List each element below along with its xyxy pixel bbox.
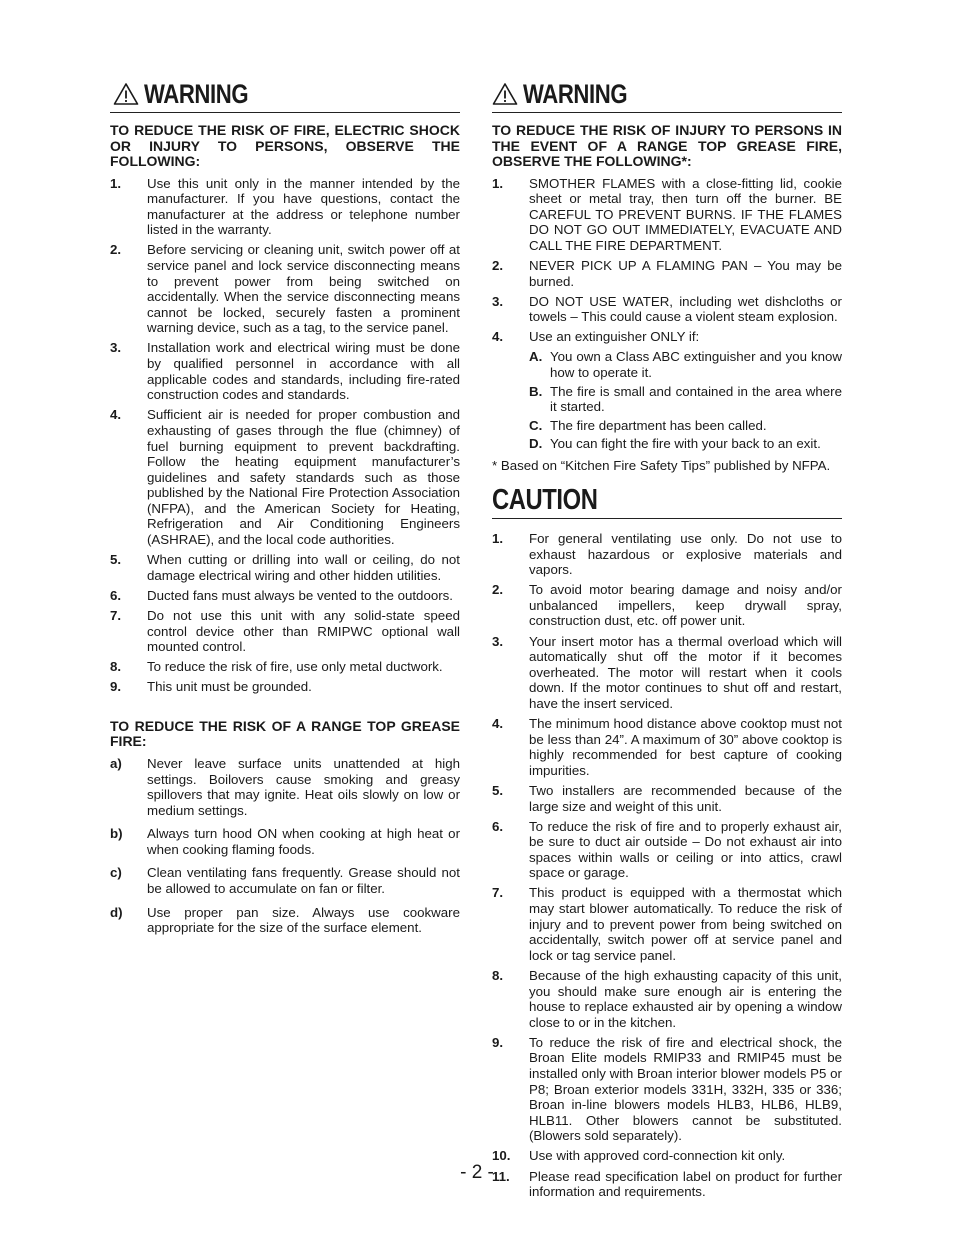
fire-step-item	[492, 329, 842, 345]
warning-number: 1.	[110, 175, 122, 191]
warning-item	[110, 588, 460, 604]
fire-step-item	[492, 258, 842, 289]
caution-item	[492, 582, 842, 629]
page-number: - 2 -	[460, 1162, 494, 1183]
warning-text: Do not use this unit with any solid-state speed control device other than RMIPWC optional wall mounted control.	[147, 607, 460, 655]
extinguisher-conditions	[529, 349, 842, 452]
caution-item	[492, 634, 842, 712]
warning-number: 3.	[110, 340, 122, 356]
warning-header-right	[492, 78, 842, 113]
extinguisher-condition-number: A.	[529, 349, 543, 365]
fire-step-item	[492, 294, 842, 325]
fire-step-text: SMOTHER FLAMES with a close-fitting lid, cookie sheet or metal tray, then turn off the burner. BE CAREFUL TO PREVENT BURNS. IF THE FLAMES DO NOT GO OUT IMMEDIATELY, EVACUATE AND CALL THE FIRE DEPARTMENT.	[529, 175, 842, 253]
grease-tip-item	[110, 826, 460, 857]
grease-fire-injury-intro: TO REDUCE THE RISK OF INJURY TO PERSONS IN THE EVENT OF A RANGE TOP GREASE FIRE, OBSERVE THE FOLLOWING*:	[492, 122, 842, 169]
nfpa-footnote: * Based on “Kitchen Fire Safety Tips” published by NFPA.	[492, 458, 831, 473]
grease-tip-item	[110, 905, 460, 936]
warning-item	[110, 552, 460, 583]
caution-title: CAUTION	[492, 483, 598, 516]
warning-text: Before servicing or cleaning unit, switch power off at service panel and lock service disconnecting means to prevent power from being switched on accidentally. When the service disconnecting means cannot be locked, securely fasten a prominent warning device, such as a tag, to the service panel.	[147, 242, 460, 336]
caution-text: Because of the high exhausting capacity of this unit, you should make sure enough air is entering the house to replace exhausted air by opening a window close to or in the kitchen.	[529, 967, 842, 1030]
fire-shock-intro: TO REDUCE THE RISK OF FIRE, ELECTRIC SHOCK OR INJURY TO PERSONS, OBSERVE THE FOLLOWING:	[110, 122, 460, 169]
warning-item	[110, 242, 460, 336]
warning-item	[110, 679, 460, 695]
caution-text: Please read specification label on product for further information and requirements.	[529, 1168, 842, 1200]
caution-text: For general ventilating use only. Do not use to exhaust hazardous or explosive materials and vapors.	[529, 531, 842, 578]
caution-item	[492, 716, 842, 778]
fire-step-item	[492, 176, 842, 254]
extinguisher-condition-item	[529, 384, 842, 415]
caution-list	[492, 531, 842, 1200]
grease-tip-number: b)	[110, 826, 123, 842]
caution-text: Your insert motor has a thermal overload which will automatically shut off the motor if it becomes overheated. The motor will restart when it cools down. If the motor continues to shut off and restart, have the insert serviced.	[529, 633, 842, 711]
caution-item	[492, 968, 842, 1030]
extinguisher-condition-item	[529, 349, 842, 380]
left-column	[110, 78, 460, 944]
caution-text: To avoid motor bearing damage and noisy and/or unbalanced impellers, keep drywall spray, construction dust, etc. off power unit.	[529, 582, 842, 629]
grease-fire-steps	[492, 176, 842, 345]
caution-item	[492, 1035, 842, 1144]
warning-header-left	[110, 78, 460, 113]
caution-header	[492, 484, 842, 519]
extinguisher-condition-item	[529, 436, 842, 452]
caution-number: 7.	[492, 885, 504, 901]
caution-number: 2.	[492, 582, 504, 598]
extinguisher-condition-text: The fire department has been called.	[550, 417, 767, 433]
caution-number: 9.	[492, 1034, 504, 1050]
warning-list-left	[110, 176, 460, 695]
caution-number: 4.	[492, 716, 504, 732]
grease-tip-number: c)	[110, 865, 122, 881]
caution-text: To reduce the risk of fire and electrical shock, the Broan Elite models RMIP33 and RMIP45 must be installed only with Broan interior blower models P5 or P8; Broan exterior models 331H, 332H, 335 or 336; Broan in-line blowers models HLB3, HLB6, HLB9, HLB11. Other blowers cannot be substituted. (Blowers sold separately).	[529, 1034, 842, 1144]
warning-triangle-icon	[113, 82, 139, 106]
warning-title: WARNING	[144, 78, 249, 109]
extinguisher-condition-number: C.	[529, 417, 543, 433]
fire-step-text: NEVER PICK UP A FLAMING PAN – You may be burned.	[529, 257, 842, 289]
caution-number: 5.	[492, 782, 504, 798]
caution-number: 8.	[492, 967, 504, 983]
extinguisher-condition-text: You can fight the fire with your back to an exit.	[550, 436, 821, 452]
warning-number: 6.	[110, 587, 122, 603]
warning-number: 2.	[110, 242, 122, 258]
warning-text: Sufficient air is needed for proper combustion and exhausting of gases through the flue (chimney) of fuel burning equipment to prevent backdrafting. Follow the heating equipment manufacturer’s guidelines and safety standards such as those published by the National Fire Protection Association (NFPA), and the American Society for Heating, Refrigeration and Air Conditioning Engineers (ASHRAE), and the local code authorities.	[147, 407, 460, 548]
warning-item	[110, 340, 460, 402]
grease-tip-text: Clean ventilating fans frequently. Grease should not be allowed to accumulate on fan or filter.	[147, 865, 460, 897]
warning-number: 8.	[110, 659, 122, 675]
grease-tip-number: a)	[110, 755, 122, 771]
caution-text: To reduce the risk of fire and to properly exhaust air, be sure to duct air outside – Do not exhaust air into spaces within walls or ceiling or into attics, crawl space or garage.	[529, 818, 842, 881]
grease-tip-item	[110, 865, 460, 896]
caution-text: Two installers are recommended because of the large size and weight of this unit.	[529, 782, 842, 814]
caution-number: 10.	[492, 1148, 511, 1164]
warning-text: Installation work and electrical wiring must be done by qualified personnel in accordance with all applicable codes and standards, including fire-rated construction codes and standards.	[147, 340, 460, 403]
warning-title: WARNING	[523, 78, 628, 109]
caution-item	[492, 819, 842, 881]
caution-text: The minimum hood distance above cooktop must not be less than 24”. A maximum of 30” above cooktop is highly recommended for best capture of cooking impurities.	[529, 716, 842, 778]
warning-item	[110, 176, 460, 238]
fire-step-number: 4.	[492, 329, 504, 345]
extinguisher-condition-text: The fire is small and contained in the area where it started.	[550, 383, 842, 415]
fire-step-text: Use an extinguisher ONLY if:	[529, 329, 700, 345]
warning-text: When cutting or drilling into wall or ceiling, do not damage electrical wiring and other hidden utilities.	[147, 552, 460, 583]
grease-tip-text: Use proper pan size. Always use cookware appropriate for the size of the surface element.	[147, 904, 460, 936]
extinguisher-condition-number: D.	[529, 436, 543, 452]
grease-tip-text: Always turn hood ON when cooking at high heat or when cooking flaming foods.	[147, 826, 460, 857]
grease-tip-number: d)	[110, 904, 123, 920]
warning-triangle-icon	[492, 82, 518, 106]
grease-tip-item	[110, 756, 460, 818]
warning-item	[110, 407, 460, 547]
warning-number: 4.	[110, 407, 122, 423]
warning-text: Ducted fans must always be vented to the outdoors.	[147, 587, 454, 603]
warning-item	[110, 659, 460, 675]
warning-number: 5.	[110, 552, 122, 568]
extinguisher-condition-item	[529, 418, 842, 434]
caution-item	[492, 783, 842, 814]
caution-text: This product is equipped with a thermostat which may start blower automatically. To reduce the risk of injury and to prevent power from being switched on accidentally, switch power off at service panel and lock or tag service panel.	[529, 885, 842, 963]
extinguisher-condition-number: B.	[529, 383, 543, 399]
warning-number: 7.	[110, 607, 122, 623]
caution-number: 6.	[492, 818, 504, 834]
caution-number: 3.	[492, 633, 504, 649]
fire-step-number: 3.	[492, 293, 504, 309]
warning-text: This unit must be grounded.	[147, 679, 312, 695]
grease-fire-intro: TO REDUCE THE RISK OF A RANGE TOP GREASE FIRE:	[110, 717, 460, 750]
fire-step-number: 2.	[492, 257, 504, 273]
warning-number: 9.	[110, 679, 122, 695]
grease-tip-text: Never leave surface units unattended at high settings. Boilovers cause smoking and greasy spillovers that may ignite. Heat oils slowly on low or medium settings.	[147, 755, 460, 818]
extinguisher-condition-text: You own a Class ABC extinguisher and you know how to operate it.	[550, 349, 842, 381]
warning-item	[110, 608, 460, 655]
right-column	[492, 78, 842, 1204]
warning-text: Use this unit only in the manner intended by the manufacturer. If you have questions, contact the manufacturer at the address or telephone number listed in the warranty.	[147, 175, 460, 238]
grease-fire-list	[110, 756, 460, 936]
warning-text: To reduce the risk of fire, use only metal ductwork.	[147, 659, 443, 675]
caution-item	[492, 531, 842, 578]
caution-item	[492, 885, 842, 963]
caution-number: 1.	[492, 531, 504, 546]
fire-step-text: DO NOT USE WATER, including wet dishcloths or towels – This could cause a violent steam explosion.	[529, 293, 842, 325]
caution-text: Use with approved cord-connection kit only.	[529, 1148, 786, 1164]
caution-number: 11.	[492, 1168, 510, 1184]
fire-step-number: 1.	[492, 175, 504, 191]
